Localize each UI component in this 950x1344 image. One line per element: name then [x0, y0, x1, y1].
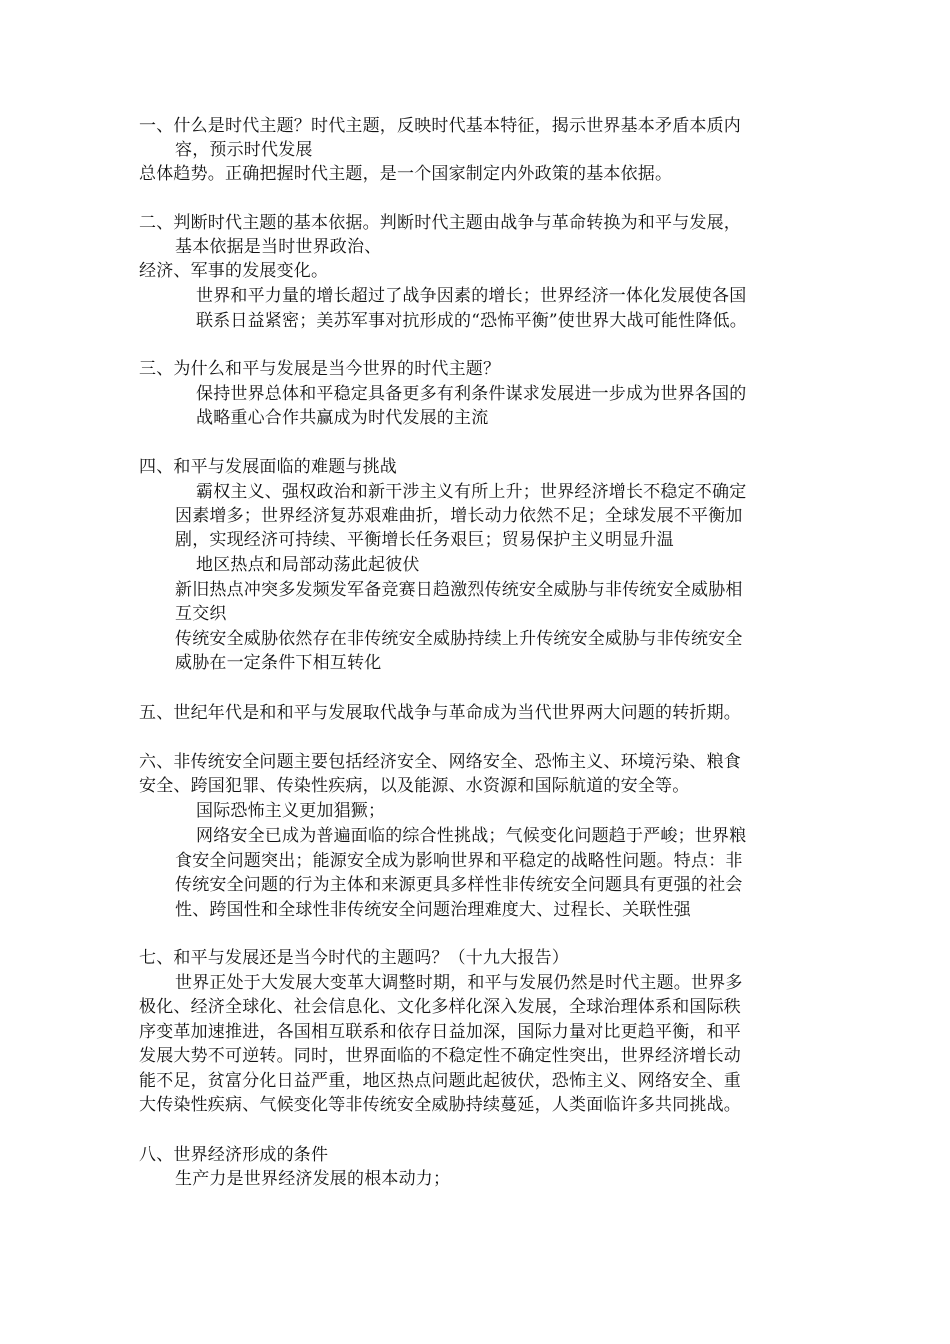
text-line: 安全、跨国犯罪、传染性疾病，以及能源、水资源和国际航道的安全等。: [139, 776, 690, 796]
text-line: 基本依据是当时世界政治、: [175, 237, 382, 257]
text-line: 发展大势不可逆转。同时，世界面临的不稳定性不确定性突出，世界经济增长动: [139, 1046, 741, 1066]
text-line: 战略重心合作共赢成为时代发展的主流: [196, 408, 489, 428]
text-line: 国际恐怖主义更加猖獗；: [196, 801, 386, 821]
text-line: 联系日益紧密；美苏军事对抗形成的“恐怖平衡”使世界大战可能性降低。: [196, 311, 747, 331]
text-line: 五、世纪年代是和和平与发展取代战争与革命成为当代世界两大问题的转折期。: [139, 703, 741, 723]
text-line: 地区热点和局部动荡此起彼伏: [196, 555, 420, 575]
text-line: 总体趋势。正确把握时代主题，是一个国家制定内外政策的基本依据。: [139, 164, 673, 184]
text-line: 生产力是世界经济发展的根本动力；: [175, 1169, 451, 1189]
text-line: 大传染性疾病、气候变化等非传统安全威胁持续蔓延，人类面临许多共同挑战。: [139, 1095, 741, 1115]
text-line: 传统安全问题的行为主体和来源更具多样性非传统安全问题具有更强的社会: [175, 875, 743, 895]
text-line: 七、和平与发展还是当今时代的主题吗？（十九大报告）: [139, 948, 569, 968]
text-line: 八、世界经济形成的条件: [139, 1145, 329, 1165]
text-line: 食安全问题突出；能源安全成为影响世界和平稳定的战略性问题。特点：非: [175, 851, 743, 871]
text-line: 世界和平力量的增长超过了战争因素的增长；世界经济一体化发展使各国: [196, 286, 747, 306]
text-line: 霸权主义、强权政治和新干涉主义有所上升；世界经济增长不稳定不确定: [196, 482, 747, 502]
text-line: 四、和平与发展面临的难题与挑战: [139, 457, 397, 477]
text-line: 经济、军事的发展变化。: [139, 261, 329, 281]
text-line: 一、什么是时代主题？时代主题，反映时代基本特征，揭示世界基本矛盾本质内: [139, 116, 741, 136]
text-line: 新旧热点冲突多发频发军备竞赛日趋激烈传统安全威胁与非传统安全威胁相: [175, 580, 743, 600]
text-line: 容，预示时代发展: [175, 140, 313, 160]
text-line: 保持世界总体和平稳定具备更多有利条件谋求发展进一步成为世界各国的: [196, 384, 747, 404]
text-line: 性、跨国性和全球性非传统安全问题治理难度大、过程长、关联性强: [175, 900, 691, 920]
text-line: 极化、经济全球化、社会信息化、文化多样化深入发展，全球治理体系和国际秩: [139, 997, 741, 1017]
text-line: 三、为什么和平与发展是当今世界的时代主题？: [139, 359, 501, 379]
text-line: 二、判断时代主题的基本依据。判断时代主题由战争与革命转换为和平与发展，: [139, 213, 741, 233]
text-line: 网络安全已成为普遍面临的综合性挑战；气候变化问题趋于严峻；世界粮: [196, 826, 747, 846]
text-line: 传统安全威胁依然存在非传统安全威胁持续上升传统安全威胁与非传统安全: [175, 629, 743, 649]
text-line: 能不足，贫富分化日益严重，地区热点问题此起彼伏，恐怖主义、网络安全、重: [139, 1071, 741, 1091]
text-line: 因素增多；世界经济复苏艰难曲折，增长动力依然不足；全球发展不平衡加: [175, 506, 743, 526]
text-line: 威胁在一定条件下相互转化: [175, 653, 382, 673]
text-line: 序变革加速推进，各国相互联系和依存日益加深，国际力量对比更趋平衡，和平: [139, 1022, 741, 1042]
text-line: 互交织: [175, 604, 227, 624]
text-line: 六、非传统安全问题主要包括经济安全、网络安全、恐怖主义、环境污染、粮食: [139, 752, 741, 772]
text-line: 剧，实现经济可持续、平衡增长任务艰巨；贸易保护主义明显升温: [175, 530, 674, 550]
text-line: 世界正处于大发展大变革大调整时期，和平与发展仍然是时代主题。世界多: [175, 973, 743, 993]
